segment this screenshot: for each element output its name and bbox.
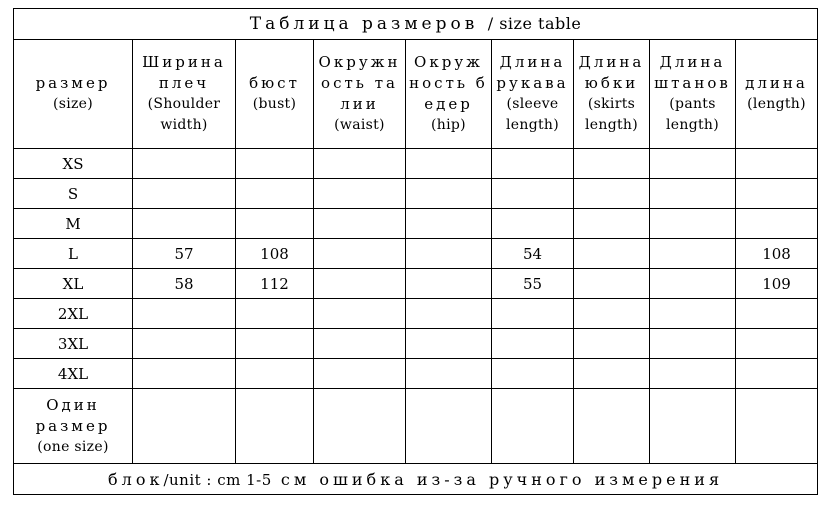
table-cell bbox=[133, 179, 236, 209]
header-sleeve-length: Длина рукава (sleeve length) bbox=[492, 40, 574, 149]
table-body bbox=[14, 149, 818, 464]
header-bust: бюст (bust) bbox=[236, 40, 314, 149]
table-cell bbox=[650, 149, 736, 179]
header-shoulder-width: Ширина плеч (Shoulder width) bbox=[133, 40, 236, 149]
table-row-one-size bbox=[14, 389, 818, 464]
table-cell bbox=[650, 299, 736, 329]
table-cell bbox=[314, 299, 406, 329]
size-label-one-size: Один размер (one size) bbox=[14, 389, 133, 464]
table-cell bbox=[492, 299, 574, 329]
table-cell bbox=[650, 389, 736, 464]
header-waist: Окружность талии (waist) bbox=[314, 40, 406, 149]
table-cell: 112 bbox=[236, 269, 314, 299]
table-cell bbox=[236, 389, 314, 464]
size-label: S bbox=[14, 179, 133, 209]
table-cell bbox=[650, 269, 736, 299]
table-cell bbox=[314, 359, 406, 389]
table-cell bbox=[406, 269, 492, 299]
table-title-en: / size table bbox=[487, 14, 582, 33]
table-cell bbox=[406, 329, 492, 359]
table-cell bbox=[406, 179, 492, 209]
table-cell: 57 bbox=[133, 239, 236, 269]
table-cell bbox=[314, 179, 406, 209]
table-cell bbox=[314, 329, 406, 359]
size-label: L bbox=[14, 239, 133, 269]
table-cell bbox=[133, 329, 236, 359]
table-title-ru: Таблица размеров bbox=[249, 14, 479, 34]
table-row bbox=[14, 269, 818, 299]
table-cell bbox=[492, 359, 574, 389]
table-cell bbox=[314, 239, 406, 269]
table-cell bbox=[492, 149, 574, 179]
header-pants-length: Длина штанов (pants length) bbox=[650, 40, 736, 149]
table-cell bbox=[650, 239, 736, 269]
table-cell bbox=[736, 329, 818, 359]
table-title bbox=[14, 9, 818, 40]
table-cell bbox=[406, 149, 492, 179]
table-row bbox=[14, 239, 818, 269]
table-cell: 108 bbox=[236, 239, 314, 269]
table-cell bbox=[236, 149, 314, 179]
table-cell bbox=[736, 209, 818, 239]
table-cell bbox=[133, 209, 236, 239]
table-row bbox=[14, 299, 818, 329]
header-size: размер (size) bbox=[14, 40, 133, 149]
header-length: длина (length) bbox=[736, 40, 818, 149]
table-cell bbox=[650, 359, 736, 389]
table-cell bbox=[492, 389, 574, 464]
table-cell: 58 bbox=[133, 269, 236, 299]
table-cell: 108 bbox=[736, 239, 818, 269]
table-cell bbox=[406, 239, 492, 269]
size-label: XL bbox=[14, 269, 133, 299]
table-row bbox=[14, 329, 818, 359]
table-cell bbox=[574, 179, 650, 209]
table-cell bbox=[236, 179, 314, 209]
footer-unit-ru: блок bbox=[108, 469, 164, 489]
table-cell bbox=[574, 209, 650, 239]
header-row bbox=[14, 40, 818, 149]
table-cell: 109 bbox=[736, 269, 818, 299]
table-cell bbox=[236, 299, 314, 329]
header-hip: Окружность бедер (hip) bbox=[406, 40, 492, 149]
table-cell bbox=[406, 359, 492, 389]
size-label: 3XL bbox=[14, 329, 133, 359]
size-table bbox=[13, 8, 818, 495]
footer-error-note: см ошибка из-за ручного измерения bbox=[280, 469, 724, 489]
table-cell bbox=[314, 209, 406, 239]
size-label: M bbox=[14, 209, 133, 239]
table-cell bbox=[736, 359, 818, 389]
table-cell bbox=[314, 269, 406, 299]
table-cell bbox=[574, 299, 650, 329]
table-cell bbox=[133, 149, 236, 179]
table-footer bbox=[14, 464, 818, 495]
table-cell bbox=[650, 209, 736, 239]
size-label: XS bbox=[14, 149, 133, 179]
table-cell bbox=[406, 299, 492, 329]
footer-unit-en: /unit : cm 1-5 bbox=[163, 470, 272, 489]
table-cell bbox=[736, 389, 818, 464]
table-cell bbox=[574, 149, 650, 179]
table-cell bbox=[574, 329, 650, 359]
table-cell bbox=[133, 299, 236, 329]
table-cell: 54 bbox=[492, 239, 574, 269]
table-cell bbox=[314, 389, 406, 464]
table-cell bbox=[236, 209, 314, 239]
table-cell bbox=[492, 209, 574, 239]
table-cell bbox=[492, 179, 574, 209]
table-row bbox=[14, 149, 818, 179]
table-cell bbox=[574, 239, 650, 269]
table-cell bbox=[736, 299, 818, 329]
table-cell bbox=[133, 389, 236, 464]
table-cell bbox=[736, 179, 818, 209]
table-cell bbox=[236, 359, 314, 389]
table-row bbox=[14, 209, 818, 239]
table-cell bbox=[574, 269, 650, 299]
table-cell: 55 bbox=[492, 269, 574, 299]
table-cell bbox=[492, 329, 574, 359]
table-cell bbox=[736, 149, 818, 179]
header-skirts-length: Длина юбки (skirts length) bbox=[574, 40, 650, 149]
table-cell bbox=[574, 359, 650, 389]
table-cell bbox=[650, 179, 736, 209]
table-row bbox=[14, 359, 818, 389]
table-cell bbox=[133, 359, 236, 389]
table-cell bbox=[314, 149, 406, 179]
table-row bbox=[14, 179, 818, 209]
size-label: 2XL bbox=[14, 299, 133, 329]
table-cell bbox=[406, 389, 492, 464]
table-cell bbox=[236, 329, 314, 359]
size-label: 4XL bbox=[14, 359, 133, 389]
table-cell bbox=[406, 209, 492, 239]
table-cell bbox=[650, 329, 736, 359]
table-cell bbox=[574, 389, 650, 464]
